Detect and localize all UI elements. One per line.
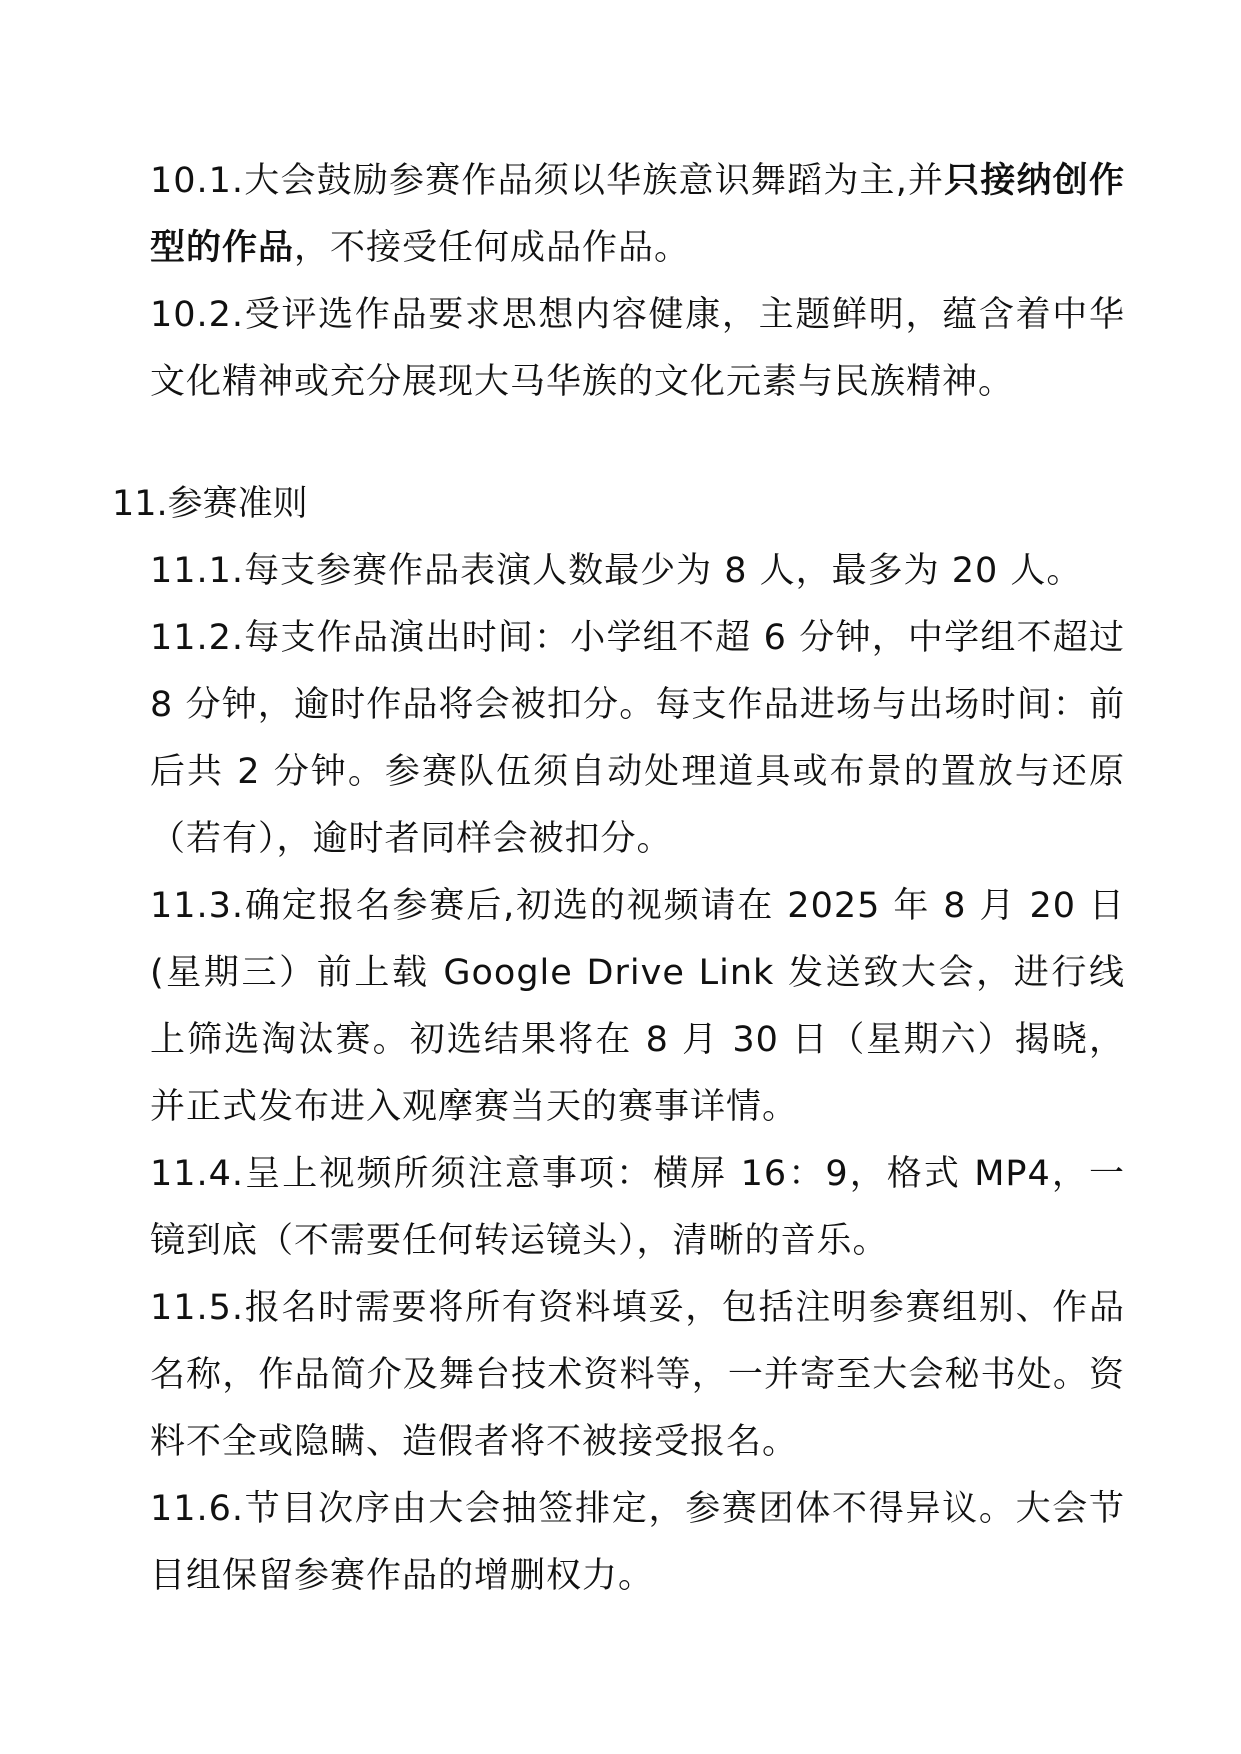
clause-text: 大会鼓励参赛作品须以华族意识舞蹈为主,并	[244, 161, 945, 201]
clause-number: 11.2.	[150, 618, 245, 658]
clause-number: 11.5.	[150, 1288, 245, 1328]
clause-11-1	[150, 538, 1125, 605]
clause-text: 节目次序由大会抽签排定，参赛团体不得异议。大会节目组保留参赛作品的增删权力。	[150, 1489, 1125, 1596]
section-title: 参赛准则	[167, 484, 308, 524]
clause-number: 10.1.	[150, 161, 245, 201]
clause-number: 11.1.	[150, 551, 245, 591]
section-heading-11	[112, 471, 308, 538]
clause-text: 呈上视频所须注意事项：横屏 16：9，格式 MP4，一镜到底（不需要任何转运镜头），清晰的音乐。	[150, 1154, 1125, 1261]
clause-emphasis: 只接纳创作型的作品	[150, 161, 1125, 268]
clause-text: 每支参赛作品表演人数最少为 8 人，最多为 20 人。	[244, 551, 1083, 591]
clause-10-2	[150, 282, 1125, 416]
clause-11-2	[150, 605, 1125, 873]
clause-text: 每支作品演出时间：小学组不超 6 分钟，中学组不超过 8 分钟，逾时作品将会被扣分。每支作品进场与出场时间：前后共 2 分钟。参赛队伍须自动处理道具或布景的置放与还原（若有），逾时者同样会被扣分。	[150, 618, 1125, 859]
clause-11-3	[150, 873, 1125, 1141]
clause-text: 报名时需要将所有资料填妥，包括注明参赛组别、作品名称，作品简介及舞台技术资料等，一并寄至大会秘书处。资料不全或隐瞒、造假者将不被接受报名。	[150, 1288, 1125, 1462]
clause-number: 10.2.	[150, 295, 245, 335]
clause-11-6	[150, 1476, 1125, 1610]
clause-text: 确定报名参赛后,初选的视频请在 2025 年 8 月 20 日(星期三）前上载 Google Drive Link 发送致大会，进行线上筛选淘汰赛。初选结果将在 8 月 30 日（星期六）揭晓，并正式发布进入观摩赛当天的赛事详情。	[150, 886, 1125, 1127]
section-number: 11.	[112, 484, 168, 524]
clause-text-end: ，不接受任何成品作品。	[294, 228, 691, 268]
clause-text: 受评选作品要求思想内容健康，主题鲜明，蕴含着中华文化精神或充分展现大马华族的文化元素与民族精神。	[150, 295, 1125, 402]
clause-11-4	[150, 1141, 1125, 1275]
clause-10-1	[150, 148, 1125, 282]
clause-11-5	[150, 1275, 1125, 1476]
clause-number: 11.3.	[150, 886, 245, 926]
clause-number: 11.6.	[150, 1489, 245, 1529]
clause-number: 11.4.	[150, 1154, 245, 1194]
